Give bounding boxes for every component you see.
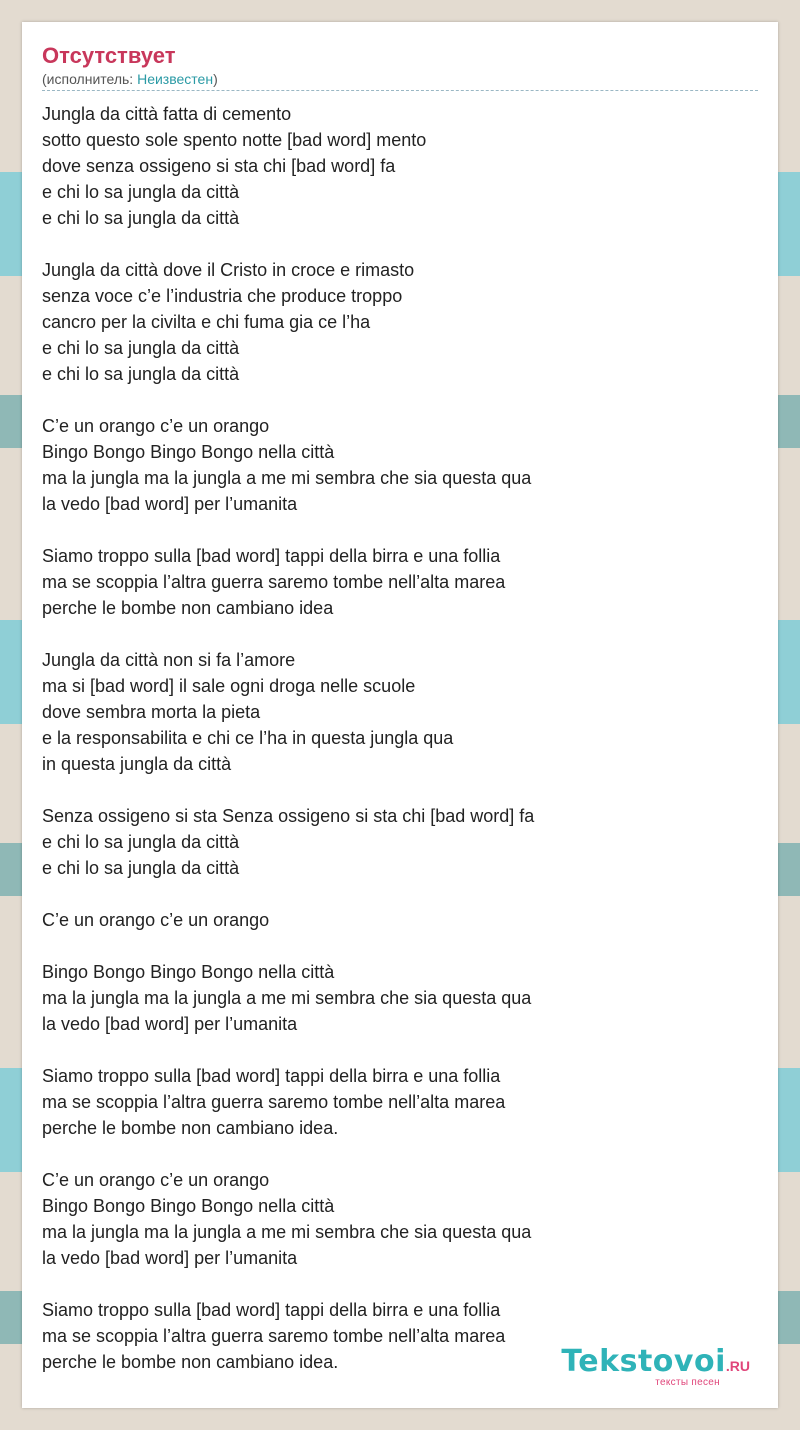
lyrics-line: dove sembra morta la pieta	[42, 702, 261, 722]
lyrics-stanza	[42, 803, 758, 881]
lyrics-stanza	[42, 1167, 758, 1271]
lyrics-line: Senza ossigeno si sta Senza ossigeno si sta chi [bad word] fa	[42, 806, 535, 826]
lyrics-line: dove senza ossigeno si sta chi [bad word] fa	[42, 156, 396, 176]
site-logo[interactable]	[561, 1344, 750, 1388]
lyrics-stanza	[42, 257, 758, 387]
lyrics-line: perche le bombe non cambiano idea.	[42, 1118, 339, 1138]
lyrics-line: C’e un orango c’e un orango	[42, 416, 270, 436]
lyrics-line: in questa jungla da città	[42, 754, 232, 774]
lyrics-line: Bingo Bongo Bingo Bongo nella città	[42, 1196, 335, 1216]
lyrics-line: Bingo Bongo Bingo Bongo nella città	[42, 442, 335, 462]
lyrics-line: ma se scoppia l’altra guerra saremo tombe nell’alta marea	[42, 572, 506, 592]
lyrics-stanza	[42, 413, 758, 517]
lyrics-line: ma la jungla ma la jungla a me mi sembra che sia questa qua	[42, 1222, 532, 1242]
lyrics-stanza	[42, 1063, 758, 1141]
artist-prefix: (исполнитель:	[42, 71, 138, 87]
lyrics-stanza	[42, 647, 758, 777]
lyrics-line: Jungla da città fatta di cemento	[42, 104, 292, 124]
lyrics-line: e chi lo sa jungla da città	[42, 858, 240, 878]
logo-text: Tekstovoi	[561, 1344, 726, 1379]
lyrics-line: ma si [bad word] il sale ogni droga nelle scuole	[42, 676, 416, 696]
lyrics-line: Siamo troppo sulla [bad word] tappi della birra e una follia	[42, 1300, 501, 1320]
lyrics-line: C’e un orango c’e un orango	[42, 1170, 270, 1190]
song-title: Отсутствует	[42, 43, 176, 68]
artist-link[interactable]: Неизвестен	[137, 71, 214, 87]
lyrics-line: perche le bombe non cambiano idea.	[42, 1352, 339, 1372]
lyrics-line: ma la jungla ma la jungla a me mi sembra che sia questa qua	[42, 988, 532, 1008]
lyrics-line: e chi lo sa jungla da città	[42, 364, 240, 384]
lyrics-line: senza voce c’e l’industria che produce troppo	[42, 286, 403, 306]
lyrics-line: e chi lo sa jungla da città	[42, 182, 240, 202]
lyrics-line: e chi lo sa jungla da città	[42, 832, 240, 852]
lyrics-line: Siamo troppo sulla [bad word] tappi della birra e una follia	[42, 1066, 501, 1086]
lyrics-line: la vedo [bad word] per l’umanita	[42, 1014, 298, 1034]
lyrics-line: Jungla da città dove il Cristo in croce e rimasto	[42, 260, 415, 280]
lyrics-line: Bingo Bongo Bingo Bongo nella città	[42, 962, 335, 982]
lyrics-line: e la responsabilita e chi ce l’ha in questa jungla qua	[42, 728, 454, 748]
lyrics-line: Jungla da città non si fa l’amore	[42, 650, 296, 670]
lyrics-line: cancro per la civilta e chi fuma gia ce l’ha	[42, 312, 371, 332]
lyrics-line: perche le bombe non cambiano idea	[42, 598, 334, 618]
lyrics-line: ma la jungla ma la jungla a me mi sembra che sia questa qua	[42, 468, 532, 488]
lyrics-line: sotto questo sole spento notte [bad word] mento	[42, 130, 427, 150]
lyrics-stanza	[42, 907, 758, 933]
lyrics-line: e chi lo sa jungla da città	[42, 208, 240, 228]
lyrics-line: ma se scoppia l’altra guerra saremo tombe nell’alta marea	[42, 1326, 506, 1346]
lyrics-card	[22, 22, 778, 1408]
lyrics-line: e chi lo sa jungla da città	[42, 338, 240, 358]
artist-line	[42, 70, 758, 91]
logo-tld: .RU	[725, 1358, 750, 1374]
lyrics-stanza	[42, 543, 758, 621]
lyrics-line: la vedo [bad word] per l’umanita	[42, 494, 298, 514]
lyrics-stanza	[42, 101, 758, 231]
lyrics-stanza	[42, 959, 758, 1037]
logo-tagline: тексты песен	[655, 1377, 720, 1388]
lyrics-body	[42, 101, 758, 1375]
artist-suffix: )	[213, 71, 218, 87]
lyrics-line: ma se scoppia l’altra guerra saremo tombe nell’alta marea	[42, 1092, 506, 1112]
lyrics-line: la vedo [bad word] per l’umanita	[42, 1248, 298, 1268]
lyrics-line: C’e un orango c’e un orango	[42, 910, 270, 930]
lyrics-line: Siamo troppo sulla [bad word] tappi della birra e una follia	[42, 546, 501, 566]
